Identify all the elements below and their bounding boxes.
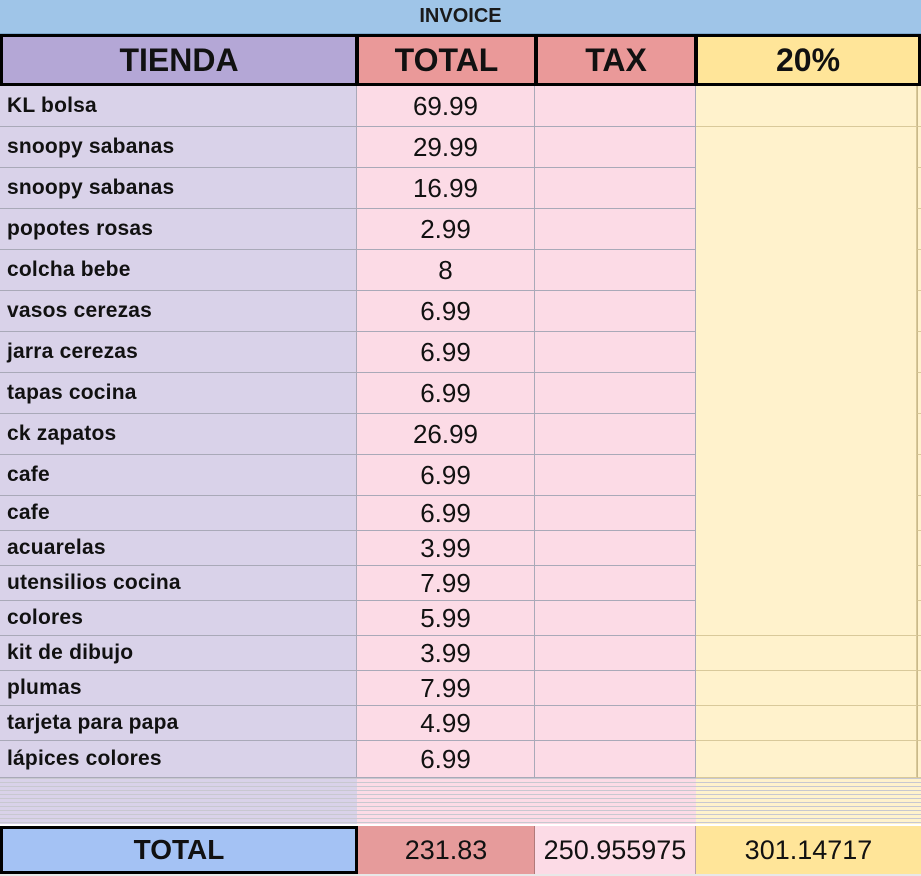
tax-cell[interactable] xyxy=(535,741,696,778)
total-cell[interactable]: 6.99 xyxy=(357,332,535,373)
tax-cell[interactable] xyxy=(535,636,696,671)
total-cell[interactable]: 16.99 xyxy=(357,168,535,209)
overflow-column-cell[interactable] xyxy=(917,531,921,566)
total-cell[interactable]: 8 xyxy=(357,250,535,291)
tienda-cell[interactable]: tapas cocina xyxy=(0,373,357,414)
header-tax[interactable]: TAX xyxy=(535,34,697,86)
collapsed-rows-total[interactable] xyxy=(357,778,535,824)
percent-cell[interactable] xyxy=(696,741,917,778)
overflow-column-cell[interactable] xyxy=(917,496,921,531)
tax-cell[interactable] xyxy=(535,414,696,455)
invoice-title: INVOICE xyxy=(0,0,921,34)
tienda-cell[interactable]: jarra cerezas xyxy=(0,332,357,373)
header-percent[interactable]: 20% xyxy=(695,34,921,86)
tienda-cell[interactable]: colcha bebe xyxy=(0,250,357,291)
total-cell[interactable]: 6.99 xyxy=(357,455,535,496)
tax-cell[interactable] xyxy=(535,86,696,127)
total-cell[interactable]: 7.99 xyxy=(357,566,535,601)
tax-cell[interactable] xyxy=(535,291,696,332)
total-cell[interactable]: 3.99 xyxy=(357,531,535,566)
total-cell[interactable]: 3.99 xyxy=(357,636,535,671)
tienda-cell[interactable]: vasos cerezas xyxy=(0,291,357,332)
percent-cell[interactable] xyxy=(696,86,917,127)
overflow-column-cell[interactable] xyxy=(917,209,921,250)
overflow-column-cell[interactable] xyxy=(917,671,921,706)
tax-cell[interactable] xyxy=(535,671,696,706)
tienda-cell[interactable]: popotes rosas xyxy=(0,209,357,250)
overflow-column-cell[interactable] xyxy=(917,168,921,209)
tienda-cell[interactable]: snoopy sabanas xyxy=(0,127,357,168)
overflow-column-cell[interactable] xyxy=(917,455,921,496)
tienda-cell[interactable]: utensilios cocina xyxy=(0,566,357,601)
tienda-cell[interactable]: cafe xyxy=(0,496,357,531)
footer-total-value[interactable]: 231.83 xyxy=(358,826,535,874)
total-cell[interactable]: 6.99 xyxy=(357,741,535,778)
overflow-column-cell[interactable] xyxy=(917,373,921,414)
tienda-cell[interactable]: KL bolsa xyxy=(0,86,357,127)
tax-cell[interactable] xyxy=(535,706,696,741)
overflow-column-cell[interactable] xyxy=(917,86,921,127)
total-cell[interactable]: 7.99 xyxy=(357,671,535,706)
percent-cell[interactable] xyxy=(696,636,917,671)
tax-cell[interactable] xyxy=(535,566,696,601)
overflow-column-cell[interactable] xyxy=(917,250,921,291)
overflow-column-cell[interactable] xyxy=(917,332,921,373)
overflow-column-cell[interactable] xyxy=(917,414,921,455)
total-cell[interactable]: 26.99 xyxy=(357,414,535,455)
tienda-cell[interactable]: plumas xyxy=(0,671,357,706)
total-cell[interactable]: 6.99 xyxy=(357,291,535,332)
tax-cell[interactable] xyxy=(535,332,696,373)
footer-percent-value[interactable]: 301.14717 xyxy=(696,826,921,874)
collapsed-rows-tienda[interactable] xyxy=(0,778,357,824)
tax-cell[interactable] xyxy=(535,455,696,496)
overflow-column-cell[interactable] xyxy=(917,127,921,168)
tienda-cell[interactable]: lápices colores xyxy=(0,741,357,778)
tienda-cell[interactable]: kit de dibujo xyxy=(0,636,357,671)
tienda-cell[interactable]: colores xyxy=(0,601,357,636)
header-total[interactable]: TOTAL xyxy=(356,34,537,86)
total-cell[interactable]: 6.99 xyxy=(357,373,535,414)
percent-cell[interactable] xyxy=(696,671,917,706)
tax-cell[interactable] xyxy=(535,209,696,250)
tienda-cell[interactable]: snoopy sabanas xyxy=(0,168,357,209)
tax-cell[interactable] xyxy=(535,496,696,531)
overflow-column-cell[interactable] xyxy=(917,706,921,741)
tax-cell[interactable] xyxy=(535,127,696,168)
tienda-cell[interactable]: tarjeta para papa xyxy=(0,706,357,741)
tax-cell[interactable] xyxy=(535,373,696,414)
percent-merged-cell[interactable] xyxy=(696,127,917,636)
total-cell[interactable]: 29.99 xyxy=(357,127,535,168)
percent-cell[interactable] xyxy=(696,706,917,741)
overflow-column-cell[interactable] xyxy=(917,566,921,601)
total-cell[interactable]: 2.99 xyxy=(357,209,535,250)
total-cell[interactable]: 4.99 xyxy=(357,706,535,741)
tax-cell[interactable] xyxy=(535,531,696,566)
overflow-column-cell[interactable] xyxy=(917,636,921,671)
tax-cell[interactable] xyxy=(535,250,696,291)
total-cell[interactable]: 5.99 xyxy=(357,601,535,636)
overflow-column-cell[interactable] xyxy=(917,291,921,332)
overflow-column-cell[interactable] xyxy=(917,741,921,778)
footer-total-label[interactable]: TOTAL xyxy=(0,826,358,874)
total-cell[interactable]: 6.99 xyxy=(357,496,535,531)
collapsed-rows-tax[interactable] xyxy=(535,778,696,824)
collapsed-rows-percent[interactable] xyxy=(696,778,921,824)
total-cell[interactable]: 69.99 xyxy=(357,86,535,127)
tienda-cell[interactable]: acuarelas xyxy=(0,531,357,566)
tax-cell[interactable] xyxy=(535,601,696,636)
tax-cell[interactable] xyxy=(535,168,696,209)
tienda-cell[interactable]: cafe xyxy=(0,455,357,496)
tienda-cell[interactable]: ck zapatos xyxy=(0,414,357,455)
header-tienda[interactable]: TIENDA xyxy=(0,34,358,86)
overflow-column-cell[interactable] xyxy=(917,601,921,636)
footer-tax-value[interactable]: 250.955975 xyxy=(535,826,696,874)
